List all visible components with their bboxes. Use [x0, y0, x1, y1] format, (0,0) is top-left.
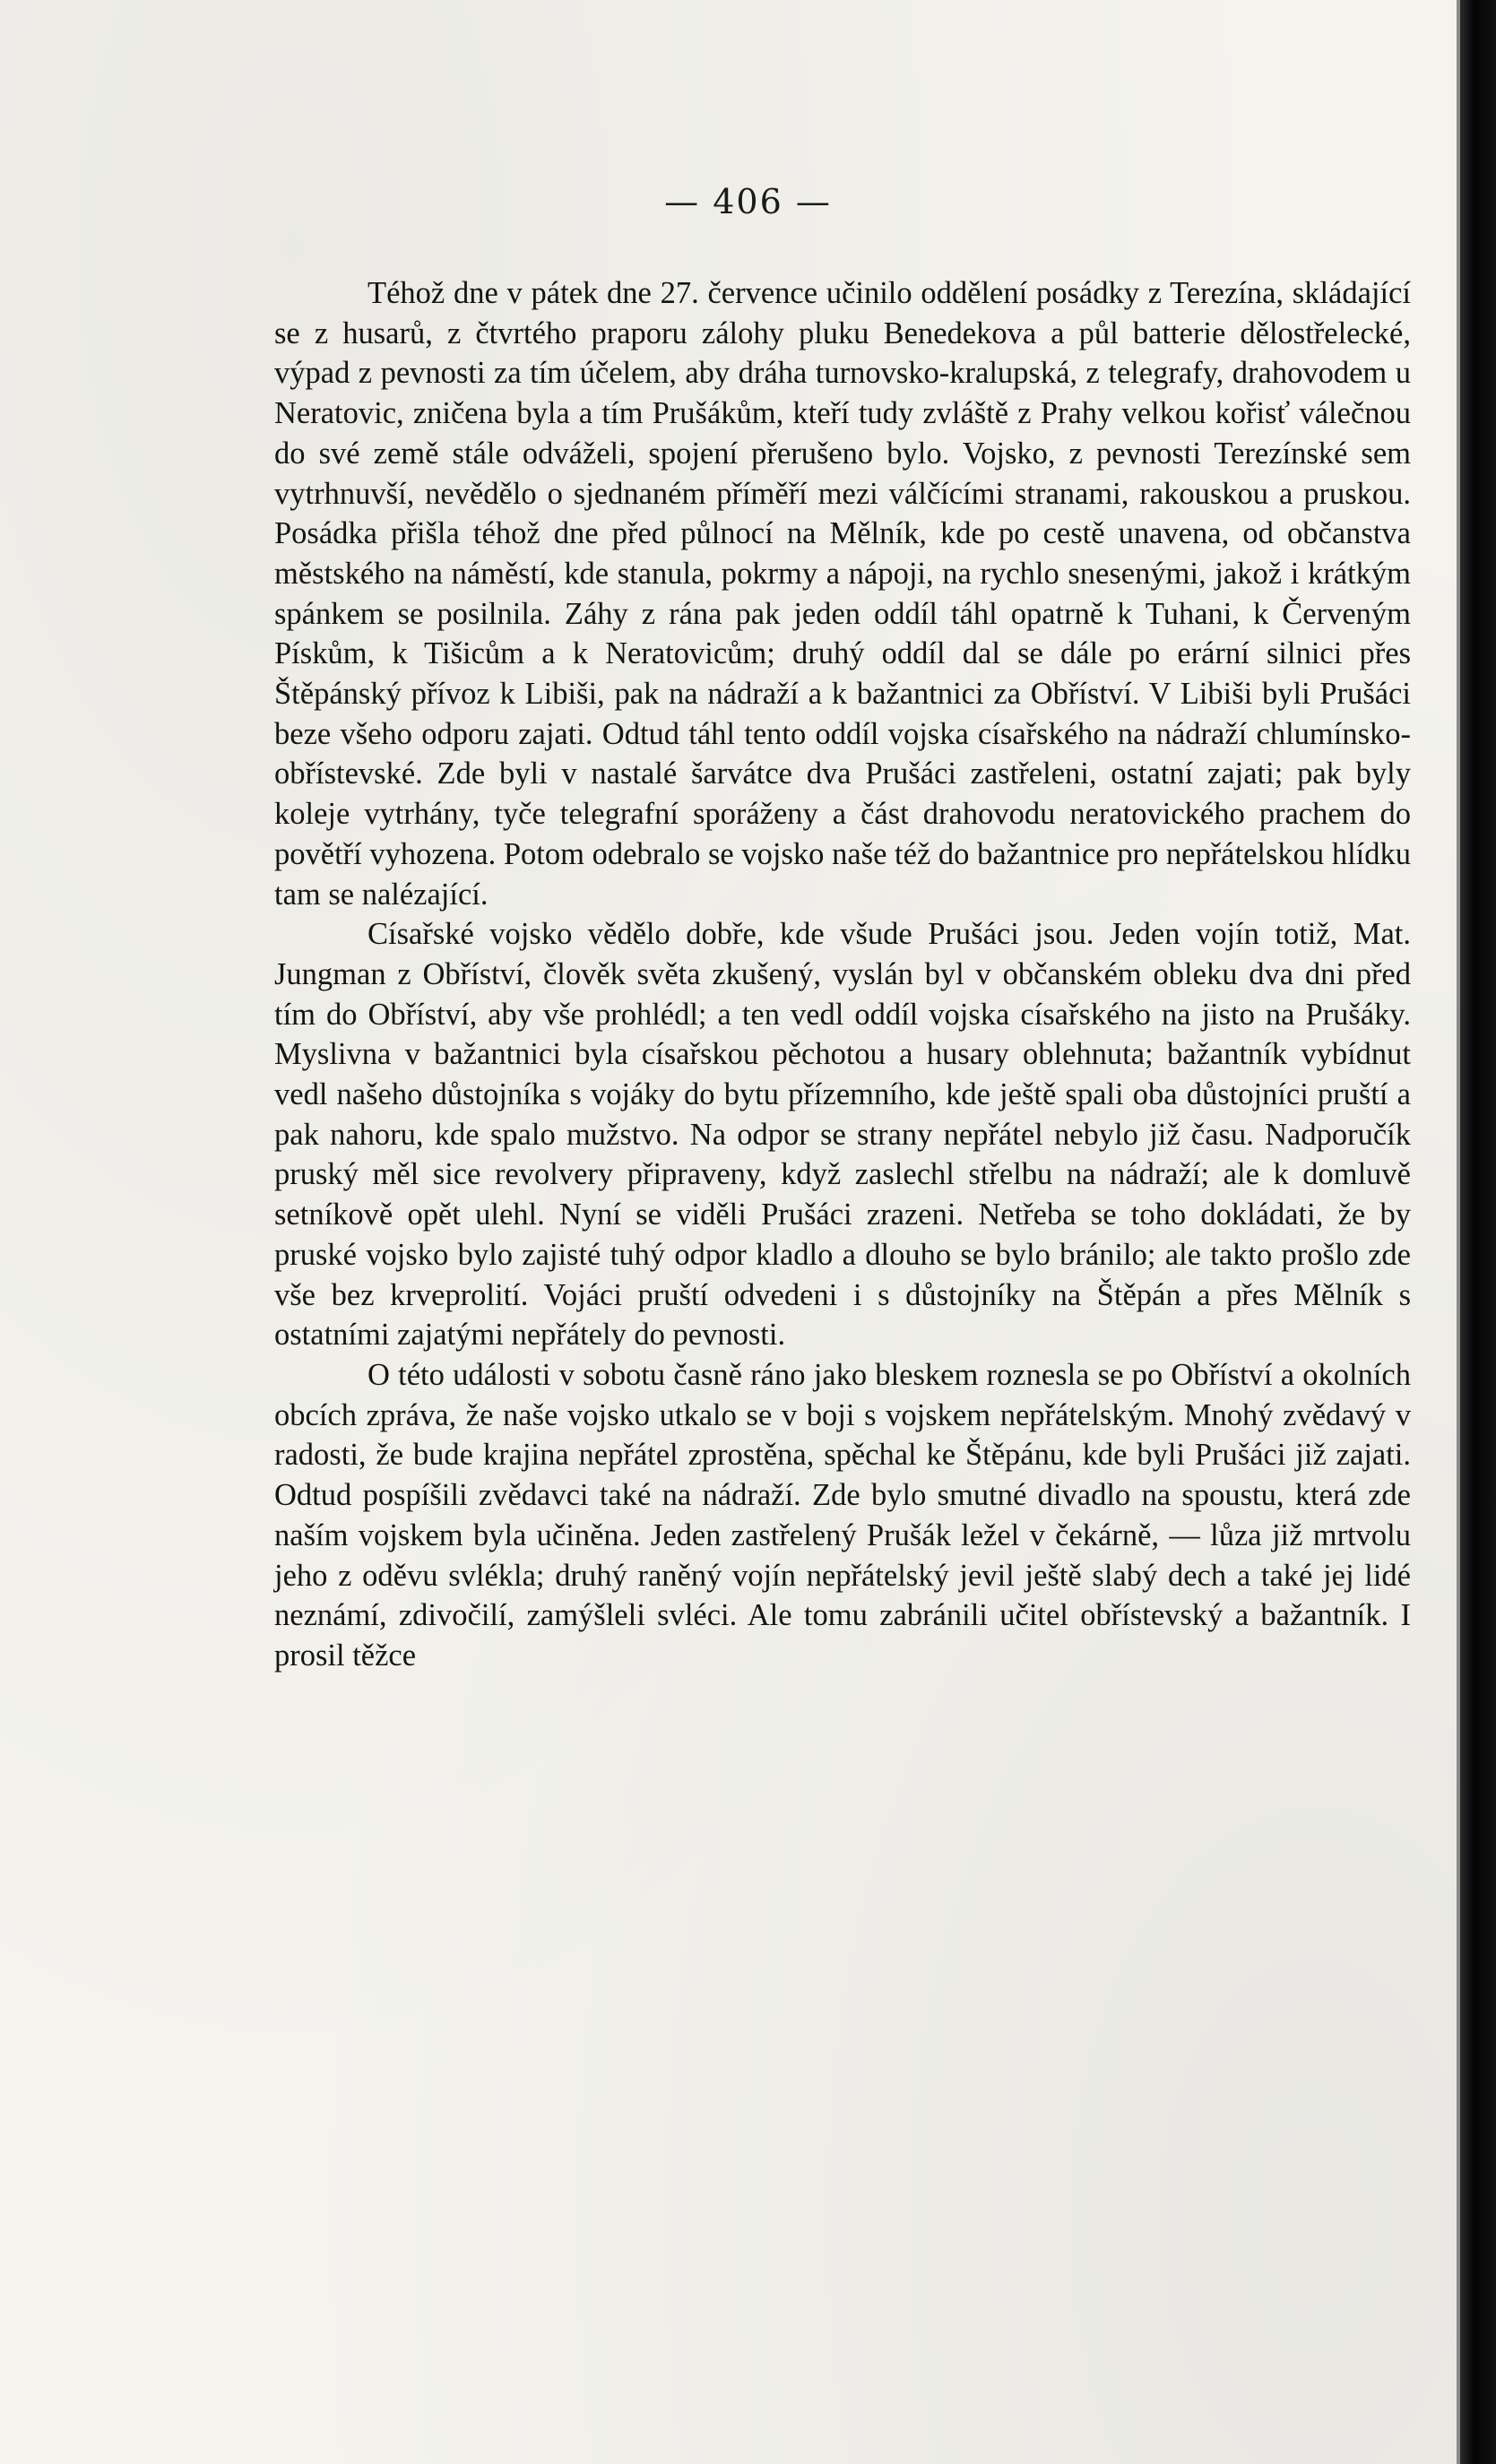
page-number: — 406 — — [664, 182, 832, 221]
body-text — [274, 273, 1411, 1676]
scan-binding-edge — [1460, 0, 1496, 2464]
paragraph: O této události v sobotu časně ráno jako bleskem roznesla se po Obříství a okolních obcích zpráva, že naše vojsko utkalo se v boji s vojskem nepřátelským. Mnohý zvědavý v radosti, že bude krajina nepřátel zprostěna, spěchal ke Štěpánu, kde byli Prušáci již zajati. Odtud pospíšili zvědavci také na nádraží. Zde bylo smutné divadlo na spoustu, která zde naším vojskem byla učiněna. Jeden zastřelený Prušák ležel v čekárně, — lůza již mrtvolu jeho z oděvu svlékla; druhý raněný vojín nepřátelský jevil ještě slabý dech a také jej lidé neznámí, zdivočilí, zamýšleli svléci. Ale tomu zabránili učitel obřístevský a bažantník. I prosil těžce — [274, 1357, 1411, 1673]
paragraph: Téhož dne v pátek dne 27. července učinilo oddělení posádky z Terezína, skládající se z husarů, z čtvrtého praporu zálohy pluku Benedekova a půl batterie dělostřelecké, výpad z pevnosti za tím účelem, aby dráha turnovsko-kralupská, z telegrafy, drahovodem u Neratovic, zničena byla a tím Prušákům, kteří tudy zvláště z Prahy velkou kořisť válečnou do své země stále odváželi, spojení přerušeno bylo. Vojsko, z pevnosti Terezínské sem vytrhnuvší, nevědělo o sjednaném příměří mezi válčícími stranami, rakouskou a pruskou. Posádka přišla téhož dne před půlnocí na Mělník, kde po cestě unavena, od občanstva městského na náměstí, kde stanula, pokrmy a nápoji, na rychlo snesenými, jakož i krátkým spánkem se posilnila. Záhy z rána pak jeden oddíl táhl opatrně k Tuhani, k Červeným Pískům, k Tišicům a k Neratovicům; druhý oddíl dal se dále po erární silnici přes Štěpánský přívoz k Libiši, pak na nádraží a k bažantnici za Obříství. V Libiši byli Prušáci beze všeho odporu zajati. Odtud táhl tento oddíl vojska císařského na nádraží chlumínsko-obřístevské. Zde byli v nastalé šarvátce dva Prušáci zastřeleni, ostatní zajati; pak byly koleje vytrhány, tyče telegrafní sporáženy a část drahovodu neratovického prachem do povětří vyhozena. Potom odebralo se vojsko naše též do bažantnice pro nepřátelskou hlídku tam se nalézající. — [274, 276, 1411, 912]
paragraph: Císařské vojsko vědělo dobře, kde všude Prušáci jsou. Jeden vojín totiž, Mat. Jungman z Obříství, člověk světa zkušený, vyslán byl v občanském obleku dva dni před tím do Obříství, aby vše prohlédl; a ten vedl oddíl vojska císařského na jisto na Prušáky. Myslivna v bažantnici byla císařskou pěchotou a husary oblehnuta; bažantník vybídnut vedl našeho důstojníka s vojáky do bytu přízemního, kde ještě spali oba důstojníci pruští a pak nahoru, kde spalo mužstvo. Na odpor se strany nepřátel nebylo již času. Nadporučík pruský měl sice revolvery připraveny, když zaslechl střelbu na nádraží; ale k domluvě setníkově opět ulehl. Nyní se viděli Prušáci zrazeni. Netřeba se toho dokládati, že by pruské vojsko bylo zajisté tuhý odpor kladlo a dlouho se bylo bránilo; ale takto prošlo zde vše bez krveprolití. Vojáci pruští odvedeni i s důstojníky na Štěpán a přes Mělník s ostatními zajatými nepřátely do pevnosti. — [274, 917, 1411, 1353]
